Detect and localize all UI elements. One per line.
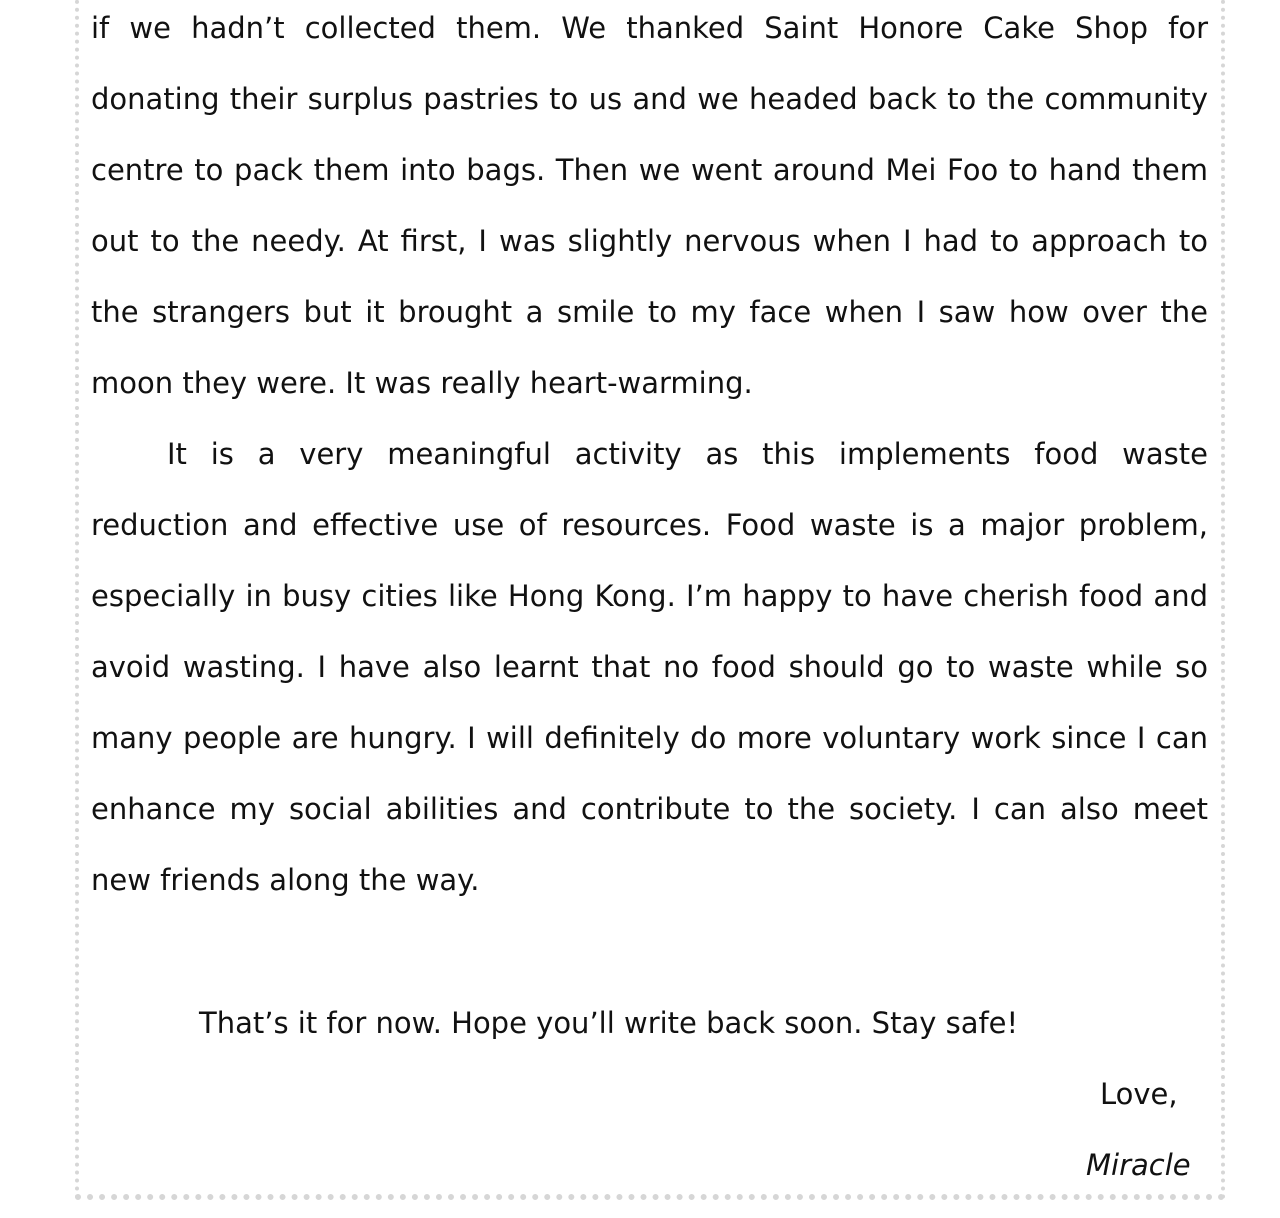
paragraph-continuation: if we hadn’t collected them. We thanked Saint Honore Cake Shop for donating their surplus pastries to us and we headed back to the community centre to pack them into bags. Then we went around Mei Foo to hand them out to the needy. At first, I was slightly nervous when I had to approach to the strangers but it brought a smile to my face when I saw how over the moon they were. It was really heart-warming.	[91, 11, 1208, 400]
signature: Miracle	[1086, 1148, 1191, 1182]
closing-line: That’s it for now. Hope you’ll write back soon. Stay safe!	[199, 1006, 1019, 1040]
letter-body	[91, 0, 1208, 916]
paragraph-reflection: It is a very meaningful activity as this implements food waste reduction and effective use of resources. Food waste is a major problem, especially in busy cities like Hong Kong. I’m happy to have cherish food and avoid wasting. I have also learnt that no food should go to waste while so many people are hungry. I will definitely do more voluntary work since I can enhance my social abilities and contribute to the society. I can also meet new friends along the way.	[91, 437, 1208, 897]
sign-off: Love,	[1100, 1077, 1178, 1111]
